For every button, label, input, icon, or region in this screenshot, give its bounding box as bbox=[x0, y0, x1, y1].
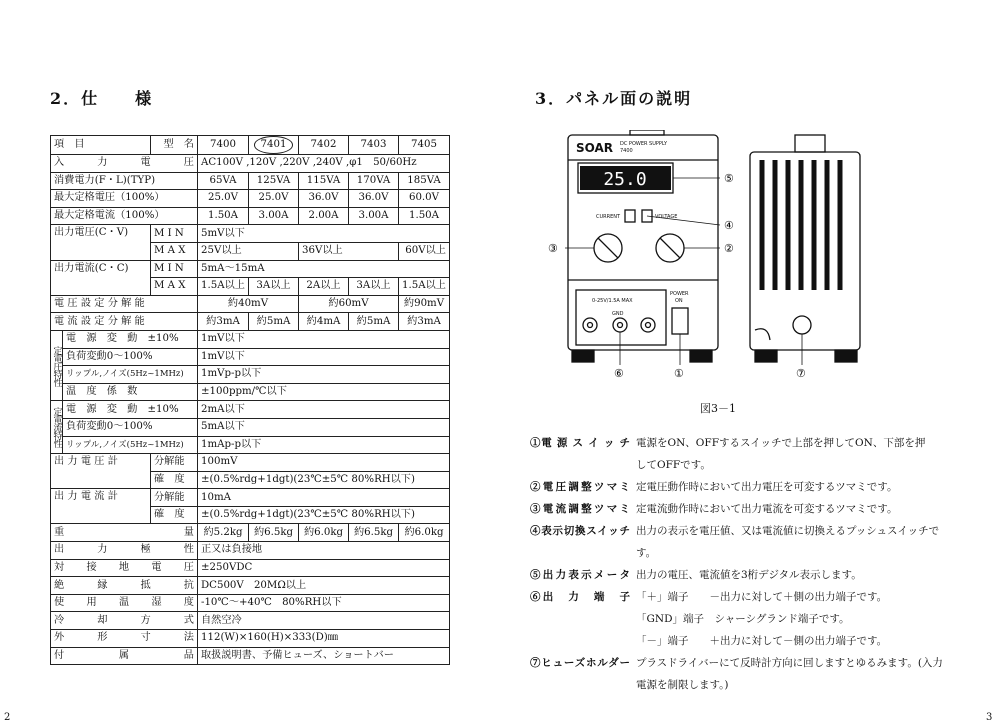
voltage-label: VOLTAGE bbox=[655, 214, 678, 220]
cell: M I N bbox=[151, 225, 198, 243]
row-label: 負荷変動0～100% bbox=[63, 418, 198, 436]
table-row bbox=[51, 577, 450, 595]
description-item bbox=[530, 476, 943, 498]
table-row bbox=[51, 401, 450, 419]
spec-table bbox=[50, 135, 450, 665]
cell: 3.00A bbox=[349, 207, 399, 225]
row-label: 入 力 電 圧 bbox=[51, 155, 198, 173]
cell: 約40mV bbox=[198, 295, 299, 313]
row-label: 出 力 電 流 計 bbox=[51, 489, 151, 524]
cell: 確 度 bbox=[151, 506, 198, 524]
description-text: 定電流動作時において出力電流を可変するツマミです。 bbox=[636, 503, 898, 515]
callout-6: ⑥ bbox=[614, 367, 624, 380]
cell: 100mV bbox=[198, 454, 450, 472]
description-item bbox=[530, 630, 943, 652]
model-cell: 7402 bbox=[299, 136, 349, 155]
model-cell: 7403 bbox=[349, 136, 399, 155]
cell: 1.50A bbox=[399, 207, 450, 225]
output-label: 0-25V/1.5A MAX bbox=[592, 298, 633, 304]
cell: ±(0.5%rdg+1dgt)(23℃±5℃ 80%RH以下) bbox=[198, 506, 450, 524]
table-row bbox=[51, 454, 450, 472]
row-label: 電 圧 設 定 分 解 能 bbox=[51, 295, 198, 313]
table-row bbox=[51, 594, 450, 612]
cell: 3A以上 bbox=[249, 278, 299, 296]
callout-1: ① bbox=[674, 367, 684, 380]
power-label: POWER bbox=[670, 291, 689, 297]
cell: 2mA以下 bbox=[198, 401, 450, 419]
on-label: ON bbox=[675, 298, 683, 304]
description-item bbox=[530, 498, 943, 520]
cell: 約60mV bbox=[299, 295, 399, 313]
row-label: 出力電圧(C・V) bbox=[51, 225, 151, 260]
panel-section-title: 3．パネル面の説明 bbox=[535, 89, 693, 108]
cooling-fins bbox=[762, 160, 840, 290]
description-key: ⑦ヒューズホルダー bbox=[530, 657, 630, 669]
description-cont: してOFFです。 bbox=[636, 459, 711, 471]
row-label: 重 量 bbox=[51, 524, 198, 542]
cell: 10mA bbox=[198, 489, 450, 507]
cell: 確 度 bbox=[151, 471, 198, 489]
cell: DC500V 20MΩ以上 bbox=[198, 577, 450, 595]
description-key: ⑥出 力 端 子 bbox=[530, 591, 630, 603]
cell: 1mV以下 bbox=[198, 348, 450, 366]
spec-section-title: 2．仕 様 bbox=[50, 89, 154, 108]
product-label: DC POWER SUPPLY bbox=[620, 141, 668, 147]
row-label: 使 用 温 湿 度 bbox=[51, 594, 198, 612]
table-row bbox=[51, 313, 450, 331]
cell: -10℃～+40℃ 80%RH以下 bbox=[198, 594, 450, 612]
cell: 約90mV bbox=[399, 295, 450, 313]
cell: 60V以上 bbox=[399, 242, 450, 260]
brand-logo: SOAR bbox=[576, 141, 614, 155]
table-row bbox=[51, 647, 450, 665]
cell: 5mA～15mA bbox=[198, 260, 450, 278]
row-label: 出 力 極 性 bbox=[51, 542, 198, 560]
power-cord bbox=[755, 329, 770, 340]
cell: 115VA bbox=[299, 172, 349, 190]
table-row bbox=[51, 190, 450, 208]
cell: 25.0V bbox=[249, 190, 299, 208]
table-row bbox=[51, 155, 450, 173]
table-row bbox=[51, 418, 450, 436]
cell: 1.5A以上 bbox=[198, 278, 249, 296]
callout-3: ③ bbox=[548, 242, 558, 255]
table-row bbox=[51, 524, 450, 542]
table-row bbox=[51, 383, 450, 401]
cell: 185VA bbox=[399, 172, 450, 190]
row-label: 負荷変動0～100% bbox=[63, 348, 198, 366]
description-key: ②電圧調整ツマミ bbox=[530, 481, 630, 493]
cell: 112(W)×160(H)×333(D)㎜ bbox=[198, 630, 450, 648]
description-text: 「－」端子 ＋出力に対して－側の出力端子です。 bbox=[636, 635, 888, 647]
rear-panel bbox=[750, 135, 860, 362]
description-text: 「＋」端子 －出力に対して＋側の出力端子です。 bbox=[636, 591, 888, 603]
cell: M I N bbox=[151, 260, 198, 278]
description-cont: す。 bbox=[636, 547, 657, 559]
current-label: CURRENT bbox=[596, 214, 621, 220]
description-text: 電源をON、OFFするスイッチで上部を押してON、下部を押 bbox=[636, 437, 926, 449]
row-label: 最大定格電流（100%） bbox=[51, 207, 198, 225]
callout-7: ⑦ bbox=[796, 367, 806, 380]
display-readout: 25.0 bbox=[603, 169, 647, 190]
table-row bbox=[51, 489, 450, 507]
description-item bbox=[530, 520, 943, 542]
cell: 正又は負接地 bbox=[198, 542, 450, 560]
panel-diagram bbox=[540, 130, 900, 390]
description-text: 定電圧動作時において出力電圧を可変するツマミです。 bbox=[636, 481, 898, 493]
page-number-left: 2 bbox=[4, 712, 11, 723]
model-cell-highlighted: 7401 bbox=[249, 136, 299, 155]
table-row bbox=[51, 348, 450, 366]
table-row bbox=[51, 559, 450, 577]
row-label: 温 度 係 数 bbox=[63, 383, 198, 401]
cell: 1mVp-p以下 bbox=[198, 366, 450, 384]
cell: 約6.0kg bbox=[299, 524, 349, 542]
cell: 170VA bbox=[349, 172, 399, 190]
cell: 5mA以下 bbox=[198, 418, 450, 436]
cell: 1.5A以上 bbox=[399, 278, 450, 296]
group-label: 定電圧特性 bbox=[51, 330, 63, 400]
description-item bbox=[530, 564, 943, 586]
cell: 約5mA bbox=[349, 313, 399, 331]
row-label: 付 属 品 bbox=[51, 647, 198, 665]
cell: 36.0V bbox=[299, 190, 349, 208]
callout-4: ④ bbox=[724, 219, 734, 232]
cell: 36.0V bbox=[349, 190, 399, 208]
callout-5: ⑤ bbox=[724, 172, 734, 185]
cell: 分解能 bbox=[151, 454, 198, 472]
table-row bbox=[51, 260, 450, 278]
front-panel bbox=[568, 130, 718, 362]
row-label: 冷 却 方 式 bbox=[51, 612, 198, 630]
fuse-holder bbox=[793, 316, 811, 334]
cell: 約6.5kg bbox=[349, 524, 399, 542]
gnd-label: GND bbox=[612, 311, 624, 317]
row-label: 消費電力(F・L)(TYP) bbox=[51, 172, 198, 190]
description-item bbox=[530, 432, 943, 454]
description-key: ④表示切換スイッチ bbox=[530, 525, 630, 537]
cell: 25V以上 bbox=[198, 242, 299, 260]
table-row bbox=[51, 330, 450, 348]
header-item: 項 目 bbox=[51, 136, 151, 155]
cell: 65VA bbox=[198, 172, 249, 190]
cell: 取扱説明書、予備ヒューズ、ショートバー bbox=[198, 647, 450, 665]
row-label: 最大定格電圧（100%） bbox=[51, 190, 198, 208]
figure-caption: 図3－1 bbox=[700, 402, 736, 415]
cell: 約3mA bbox=[399, 313, 450, 331]
table-row bbox=[51, 172, 450, 190]
cell: 25.0V bbox=[198, 190, 249, 208]
description-text: 出力の表示を電圧値、又は電流値に切換えるプッシュスイッチで bbox=[636, 525, 940, 537]
cell: 約4mA bbox=[299, 313, 349, 331]
row-label: 絶 縁 抵 抗 bbox=[51, 577, 198, 595]
page-number-right: 3 bbox=[986, 712, 993, 723]
description-key: ③電流調整ツマミ bbox=[530, 503, 630, 515]
table-row bbox=[51, 136, 450, 155]
cell: 分解能 bbox=[151, 489, 198, 507]
table-row bbox=[51, 295, 450, 313]
cell: M A X bbox=[151, 278, 198, 296]
table-row bbox=[51, 225, 450, 243]
cell: 約5.2kg bbox=[198, 524, 249, 542]
cell: 2A以上 bbox=[299, 278, 349, 296]
model-cell: 7405 bbox=[399, 136, 450, 155]
row-label: 出力電流(C・C) bbox=[51, 260, 151, 295]
cell: 約3mA bbox=[198, 313, 249, 331]
cell: ±100ppm/℃以下 bbox=[198, 383, 450, 401]
description-key: ①電 源 ス イ ッ チ bbox=[530, 437, 630, 449]
cell: 36V以上 bbox=[299, 242, 399, 260]
table-row bbox=[51, 366, 450, 384]
row-label: 電 流 設 定 分 解 能 bbox=[51, 313, 198, 331]
row-label: 電 源 変 動 ±10% bbox=[63, 330, 198, 348]
row-label: 外 形 寸 法 bbox=[51, 630, 198, 648]
callout-2: ② bbox=[724, 242, 734, 255]
model-cell: 7400 bbox=[198, 136, 249, 155]
cell: 3A以上 bbox=[349, 278, 399, 296]
description-text: 「GND」端子 シャーシグランド端子です。 bbox=[636, 613, 850, 625]
cell: M A X bbox=[151, 242, 198, 260]
cell: 約5mA bbox=[249, 313, 299, 331]
table-row bbox=[51, 436, 450, 454]
row-label: 出 力 電 圧 計 bbox=[51, 454, 151, 489]
cell: 約6.0kg bbox=[399, 524, 450, 542]
description-text: プラスドライバーにて反時計方向に回しますとゆるみます。(入力 bbox=[636, 657, 943, 669]
cell: 自然空冷 bbox=[198, 612, 450, 630]
cell: 1mV以下 bbox=[198, 330, 450, 348]
table-row bbox=[51, 207, 450, 225]
group-label: 定電流特性 bbox=[51, 401, 63, 454]
cell: 60.0V bbox=[399, 190, 450, 208]
row-label: リップル,ノイズ(5Hz~1MHz) bbox=[63, 366, 198, 384]
cell: 1mAp-p以下 bbox=[198, 436, 450, 454]
description-key: ⑤出力表示メータ bbox=[530, 569, 630, 581]
description-item bbox=[530, 652, 943, 674]
cell: ±(0.5%rdg+1dgt)(23℃±5℃ 80%RH以下) bbox=[198, 471, 450, 489]
cell: 1.50A bbox=[198, 207, 249, 225]
row-value: AC100V ,120V ,220V ,240V ,φ1 50/60Hz bbox=[198, 155, 450, 173]
cell: 125VA bbox=[249, 172, 299, 190]
model-label: 7400 bbox=[620, 148, 633, 154]
header-model: 型 名 bbox=[151, 136, 198, 155]
description-text: 出力の電圧、電流値を3桁デジタル表示します。 bbox=[636, 569, 862, 581]
cell: 3.00A bbox=[249, 207, 299, 225]
table-row bbox=[51, 612, 450, 630]
row-label: 電 源 変 動 ±10% bbox=[63, 401, 198, 419]
table-row bbox=[51, 630, 450, 648]
description-item bbox=[530, 608, 943, 630]
row-label: 対 接 地 電 圧 bbox=[51, 559, 198, 577]
table-row bbox=[51, 542, 450, 560]
description-list bbox=[530, 432, 943, 696]
cell: ±250VDC bbox=[198, 559, 450, 577]
cell: 約6.5kg bbox=[249, 524, 299, 542]
cell: 2.00A bbox=[299, 207, 349, 225]
description-cont: 電源を制限します。) bbox=[636, 679, 729, 691]
description-item bbox=[530, 586, 943, 608]
row-label: リップル,ノイズ(5Hz~1MHz) bbox=[63, 436, 198, 454]
cell: 5mV以下 bbox=[198, 225, 450, 243]
